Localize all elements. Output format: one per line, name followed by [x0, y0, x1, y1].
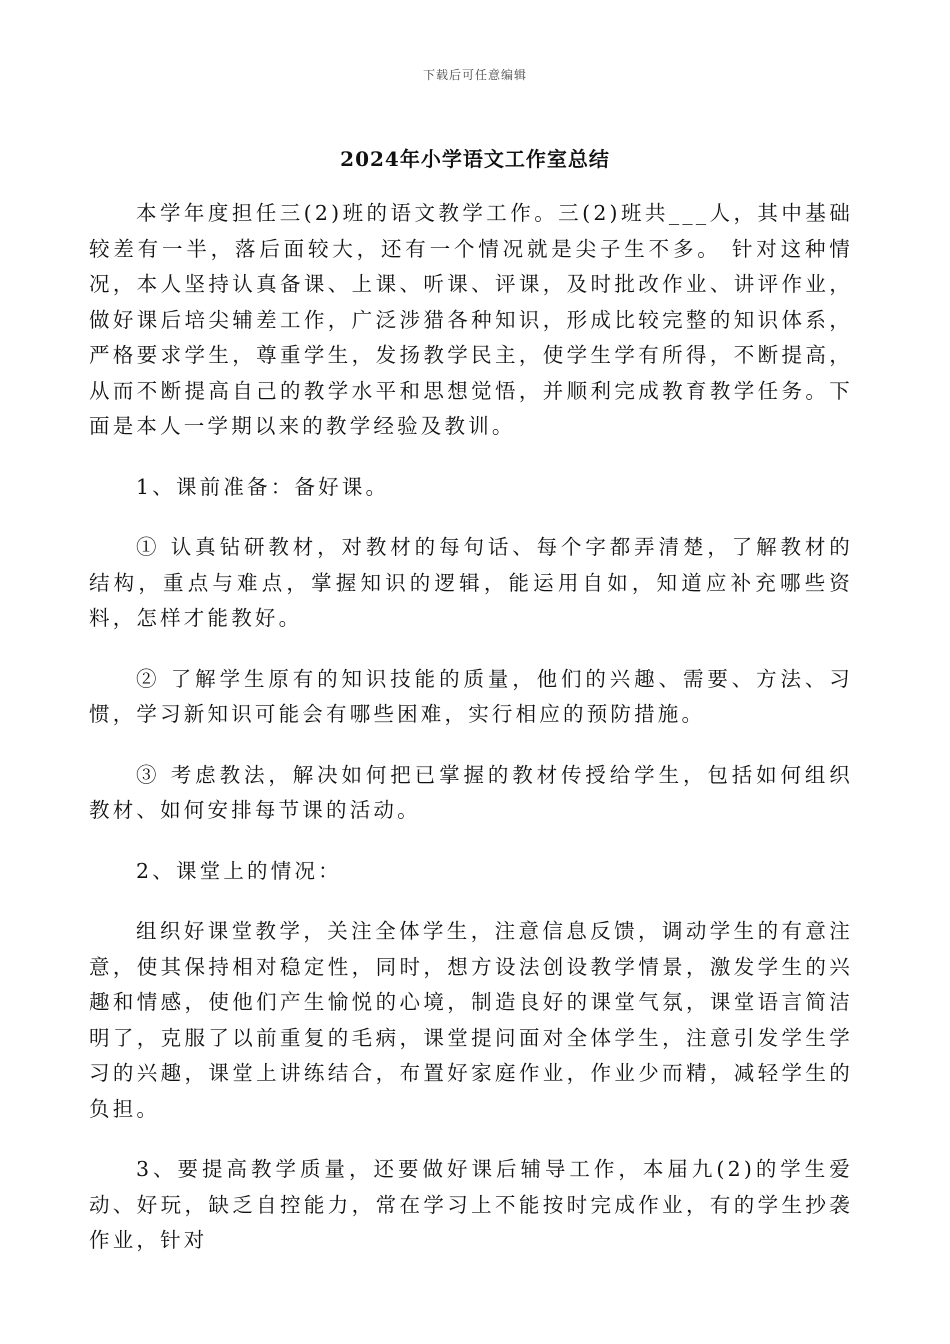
paragraph-item-3: ③ 考虑教法，解决如何把已掌握的教材传授给学生，包括如何组织教材、如何安排每节课的活动。 — [89, 762, 853, 822]
document-body — [89, 196, 853, 1284]
document-title: 2024年小学语文工作室总结 — [340, 147, 610, 171]
paragraph-section-3: 3、要提高教学质量，还要做好课后辅导工作，本届九(2)的学生爱动、好玩，缺乏自控能力，常在学习上不能按时完成作业，有的学生抄袭作业，针对 — [89, 1157, 853, 1252]
paragraph-classroom: 组织好课堂教学，关注全体学生，注意信息反馈，调动学生的有意注意，使其保持相对稳定性，同时，想方设法创设教学情景，激发学生的兴趣和情感，使他们产生愉悦的心境，制造良好的课堂气氛，课堂语言简洁明了，克服了以前重复的毛病，课堂提问面对全体学生，注意引发学生学习的兴趣，课堂上讲练结合，布置好家庭作业，作业少而精，减轻学生的负担。 — [89, 919, 853, 1121]
paragraph-item-1: ① 认真钻研教材，对教材的每句话、每个字都弄清楚，了解教材的结构，重点与难点，掌握知识的逻辑，能运用自如，知道应补充哪些资料，怎样才能教好。 — [89, 535, 853, 630]
header-note: 下载后可任意编辑 — [422, 68, 527, 82]
paragraph-section-2-heading: 2、课堂上的情况： — [136, 858, 342, 883]
paragraph-intro: 本学年度担任三(2)班的语文教学工作。三(2)班共___人，其中基础较差有一半，落后面较大，还有一个情况就是尖子生不多。 针对这种情况，本人坚持认真备课、上课、听课、评课，及时批改作业、讲评作业，做好课后培尖辅差工作，广泛涉猎各种知识，形成比较完整的知识体系，严格要求学生，尊重学生，发扬教学民主，使学生学有所得，不断提高，从而不断提高自己的教学水平和思想觉悟，并顺利完成教育教学任务。下面是本人一学期以来的教学经验及教训。 — [89, 201, 854, 438]
paragraph-item-2: ② 了解学生原有的知识技能的质量，他们的兴趣、需要、方法、习惯，学习新知识可能会有哪些困难，实行相应的预防措施。 — [89, 666, 853, 726]
paragraph-section-1-heading: 1、课前准备：备好课。 — [136, 474, 390, 499]
